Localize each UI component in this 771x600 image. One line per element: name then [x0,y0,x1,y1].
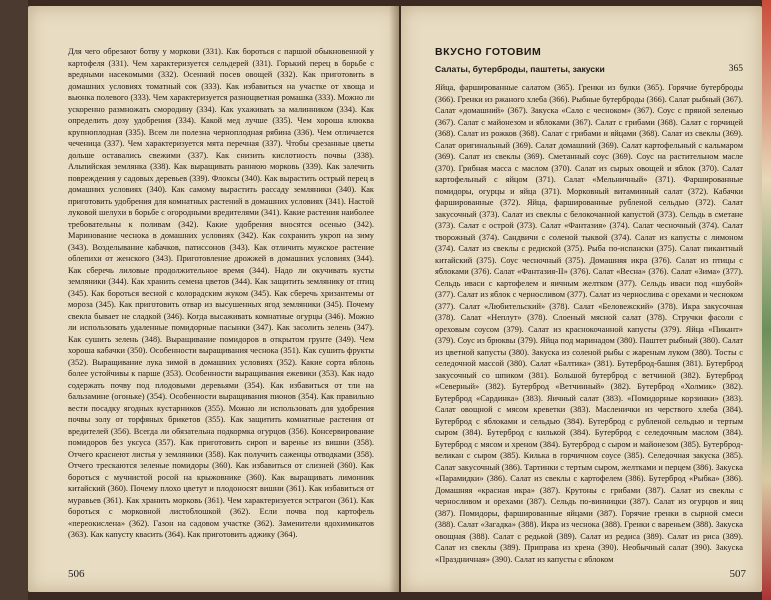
subsection-page: 365 [728,64,743,74]
right-page [401,6,762,592]
right-page-number: 507 [729,568,746,580]
subsection-header [435,64,743,74]
left-page [28,6,399,592]
section-title: ВКУСНО ГОТОВИМ [435,46,542,58]
background-stripe-left [0,0,28,600]
background-stripe-right [762,0,771,600]
subsection-title: Салаты, бутерброды, паштеты, закуски [435,64,605,74]
left-page-number: 506 [68,568,85,580]
left-page-text: Для чего обрезают ботву у моркови (331). Как бороться с паршой обыкновенной у картофеля (331). Чем характеризуется сельдерей (331). Горький перец в борьбе с вредными насекомыми (332). Осенний посев овощей (332). Как приготовить в домашних условиях томатный сок (333). Как избавиться на участке от хвоща и вьюнка полевого (333). Чем характеризуется разнощветная ромашка (333). Можно ли ускоренно размножать смородину (334). Как ухаживать за малинником (334). Как определить дозу удобрения (334). Какой мед лучше (335). Чем хороша клюква крупноплодная (335). Всем ли полезна черноплодная рябина (336). Чем отличается чеченица (337). Чем характеризуется мята перечная (337). Чтобы срезанные цветы дольше оставались свежими (337). Как снизить кислотность почвы (338). Альпийская землянка (338). Как выращивать раннюю морковь (339). Как залечить повреждения у садовых деревьев (339). Флоксы (340). Как вырастить острый перец в домашних условиях (340). Как самому вырастить рассаду земляники (340). Как приготовить удобрения для комнатных растений в домашних условиях (341). Настой луковой шелухи в борьбе с огородными вредителями (341). Какие растения наиболее требовательны к поливам (342). Какие удобрения вносятся осенью (342). Маринование чеснока в домашних условиях (342). Как сохранить укроп на зиму (343). Возделывание кабачков, патиссонов (343). Как отличить мужское растение облепихи от женского (343). Приготовление дрожжей в домашних условиях (344). Как сберечь лиловые продолжительное время (344). Надо ли окучивать кусты земляники (344). Как хранить семена цветов (344). Как защитить землянику от птиц (345). Как бороться весной с колорадским жуком (345). Как сберечь хризантемы от мороза (345). Как приготовить отвар из высушенных ягод земляники (345). Почему свекла бывает не сладкой (346). Когда высаживать комнатные огурцы (346). Можно ли использовать удаленные помидорные пасынки (347). Как засолить зелень (347). Как сушить зелень (348). Выращивание помидоров в открытом грунте (349). Чем хороша кабачки (350). Особенности выращивания чеснока (351). Как сушить фрукты (352). Выращивание лука зимой в домашних условиях (352). Какие сорта яблонь более устойчивы к парше (353). Особенности выращивания ежевики (353). Как надо содержать почву под плодовыми деревьями (354). Как избавиться от тли на бальзамине (огоньке) (354). Особенности выращивания пионов (354). Как правильно вести посадку ягодных кустарников (355). Можно ли использовать для удобрения почвы золу от торфяных брикетов (355). Как защитить комнатные растения от вредителей (356). Всегда ли обязательна подкормка огурцов (356). Консервирование помидоров без уксуса (357). Как приготовить сироп и варенье из вишни (358). Отчего краснеют листья у земляники (358). Как получить саженцы отводками (358). Отчего трескаются зеленые помидоры (360). Как избавиться от слизней (360). Как бороться с мучнистой росой на крыжовнике (360). Как выращивать лимонник китайский (360). Почему плохо цветут и плодоносят вишни (361). Как избавиться от муравьев (361). Как хранить морковь (361). Чем характеризуется эстрагон (361). Как бороться с морковной листоблошкой (362). Если почва под картофель «переокислена» (362). Газон на садовом участке (362). Заменители ядохимикатов (363). Как капусту квасить (364). Как приготовить аджику (364). [68,47,374,539]
right-page-text: Яйца, фаршированные салатом (365). Гренки из булки (365). Горячие бутерброды (366). Гренки из ржаного хлеба (366). Рыбные бутерброды (366). Салат рыбный (367). Салат «домашний» (367). Закуска «Сало с чесноком» (367). Соус с пряной зеленью (367). Салат с майонезом и яблоками (367). Салат с грибами (368). Салат с горчицей (368). Салат из рожков (368). Салат с грибами и яйцами (368). Салат из свеклы (369). Салат оригинальный (369). Салат домашний (369). Салат картофельный с кальмаром (369). Салат из свеклы (369). Сметанный соус (369). Соус на растительном масле (370). Грибная масса с маслом (370). Салат из сырых овощей и яблок (370). Салат картофельный с яйцом (371). Салат «Мельничный» (371). Фаршированные помидоры, огурцы и яйца (371). Морковный витаминный салат (372). Кабачки фаршированные (372). Яйца, фаршированные рубленой сельдью (372). Салат закусочный (373). Салат из свеклы с белокочанной капустой (373). Сельдь в сметане (373). Салат с острой (373). Салат «Фантазия» (374). Салат чесночный (374). Салат творожный (374). Сандвичи с соленой тыквой (374). Салат из капусты с лимоном (374). Салат из свеклы с редиской (375). Рыба по-испански (375). Салат пикантный китайский (375). Соус чесночный (375). Домашняя икра (376). Салат из птицы с яблоками (376). Салат «Фантазия-II» (376). Салат «Весна» (376). Салат «Зима» (377). Сельдь иваси с картофелем и яичным желтком (377). Сельдь иваси под «шубой» (377). Салат из яблок с черносливом (377). Салат из чернослива с орехами и чесноком (377). Салат «Любительский» (378). Салат «Беловежский» (378). Икра закусочная (378). Салат «Неплут» (378). Слоеный мясной салат (378). Стручки фасоли с ореховым соусом (379). Салат из краснокочанной капусты (379). Яйца «Пикант» (379). Соус из брюквы (379). Яйца под маринадом (380). Паштет рыбный (380). Салат из цветной капусты (380). Закуска из соленой рыбы с жареным луком (380). Тосты с селедочной массой (380). Салат «Балтика» (381). Бутерброд-башня (381). Бутерброд закусочный со шпиком (381). Большой бутерброд с ветчиной (382). Бутерброд «Северный» (382). Бутерброд «Ветчинный» (382). Бутерброд «Холмик» (382). Бутерброд «Сардинка» (383). Яичный салат (383). «Помидорные корзинки» (383). Салат овощной с мясом креветки (383). Масленички из черствого хлеба (384). Бутерброд с яблоками и сельдью (384). Бутерброд с рубленой сельдью и тертым сыром (384). Бутерброд с килькой (384). Бутерброд с селедочным маслом (384). Бутерброд с мясом и хреном (384). Бутерброд с сыром и майонезом (385). Бутерброд-великан с сыром (385). Килька в горчичном соусе (385). Селедочная закуска (385). Салат закусочный (386). Тартинки с тертым сыром, желтками и перцем (386). Закуска «Парамидки» (386). Салат из свеклы с картофелем (386). Бутерброд «Рыбка» (386). Домашняя «красная икра» (387). Крутоны с грибами (387). Салат из свеклы с черносливом и орехами (387). Сельдь по-винницки (387). Салат из огурцов и яиц (387). Помидоры, фаршированные яйцами (387). Горячие гренки в сырной смеси (388). Салат «Загадка» (388). Икра из чеснока (388). Гренки с вареньем (388). Закуска овощная (388). Салат с редькой (389). Салат из редиса (389). Салат из риса (389). Салат из свеклы (389). Приправа из хрена (390). Необычный салат (390). Закуска «Праздничная» (390). Салат из капусты с яблоком [435,83,743,564]
open-book [28,6,762,592]
